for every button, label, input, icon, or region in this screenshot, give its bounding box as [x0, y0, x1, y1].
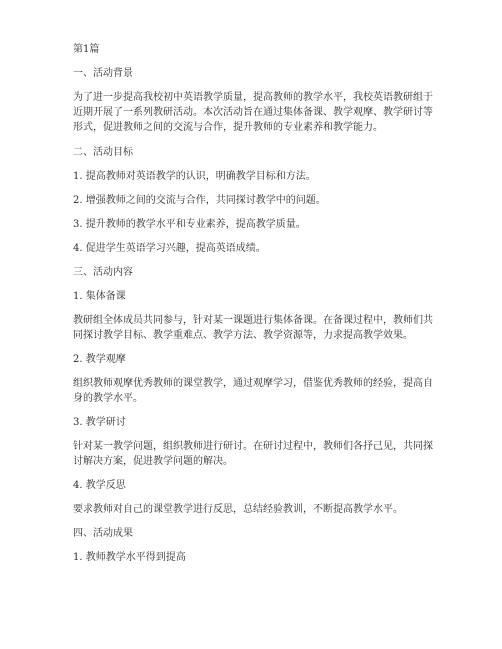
goal-item-2: 2. 增强教师之间的交流与合作，共同探讨教学中的问题。	[73, 195, 326, 206]
subsection-paragraph-3: 针对某一教学问题，组织教师进行研讨。在研讨过程中，教师们各抒己见，共同探讨解决方案，促进教学问题的解决。	[73, 441, 433, 467]
page-label: 第1篇	[73, 44, 100, 55]
subsection-title-2: 2. 教学观摩	[73, 354, 126, 365]
subsection-title-4: 4. 教学反思	[73, 480, 126, 491]
subsection-title-1: 1. 集体备课	[73, 291, 126, 302]
goal-item-1: 1. 提高教师对英语教学的认识，明确教学目标和方法。	[73, 171, 316, 182]
background-paragraph: 为了进一步提高我校初中英语教学质量，提高教师的教学水平，我校英语教研组于近期开展了一系列教研活动。本次活动旨在通过集体备课、教学观摩、教学研讨等形式，促进教师之间的交流与合作，提升教师的专业素养和教学能力。	[73, 92, 433, 133]
goal-item-4: 4. 促进学生英语学习兴趣，提高英语成绩。	[73, 243, 266, 254]
section-heading-results: 四、活动成果	[73, 528, 133, 539]
document-body	[73, 42, 433, 565]
subsection-paragraph-4: 要求教师对自己的课堂教学进行反思，总结经验教训，不断提高教学水平。	[73, 504, 403, 515]
section-heading-goals: 二、活动目标	[73, 147, 133, 158]
section-heading-background: 一、活动背景	[73, 68, 133, 79]
subsection-paragraph-1: 教研组全体成员共同参与，针对某一课题进行集体备课。在备课过程中，教师们共同探讨教学目标、教学重难点、教学方法、教学资源等，力求提高教学效果。	[73, 315, 433, 341]
subsection-paragraph-2: 组织教师观摩优秀教师的课堂教学，通过观摩学习，借鉴优秀教师的经验，提高自身的教学水平。	[73, 378, 433, 404]
section-heading-content: 三、活动内容	[73, 267, 133, 278]
result-item-1: 1. 教师教学水平得到提高	[73, 552, 186, 563]
goal-item-3: 3. 提升教师的教学水平和专业素养，提高教学质量。	[73, 219, 306, 230]
subsection-title-3: 3. 教学研讨	[73, 417, 126, 428]
